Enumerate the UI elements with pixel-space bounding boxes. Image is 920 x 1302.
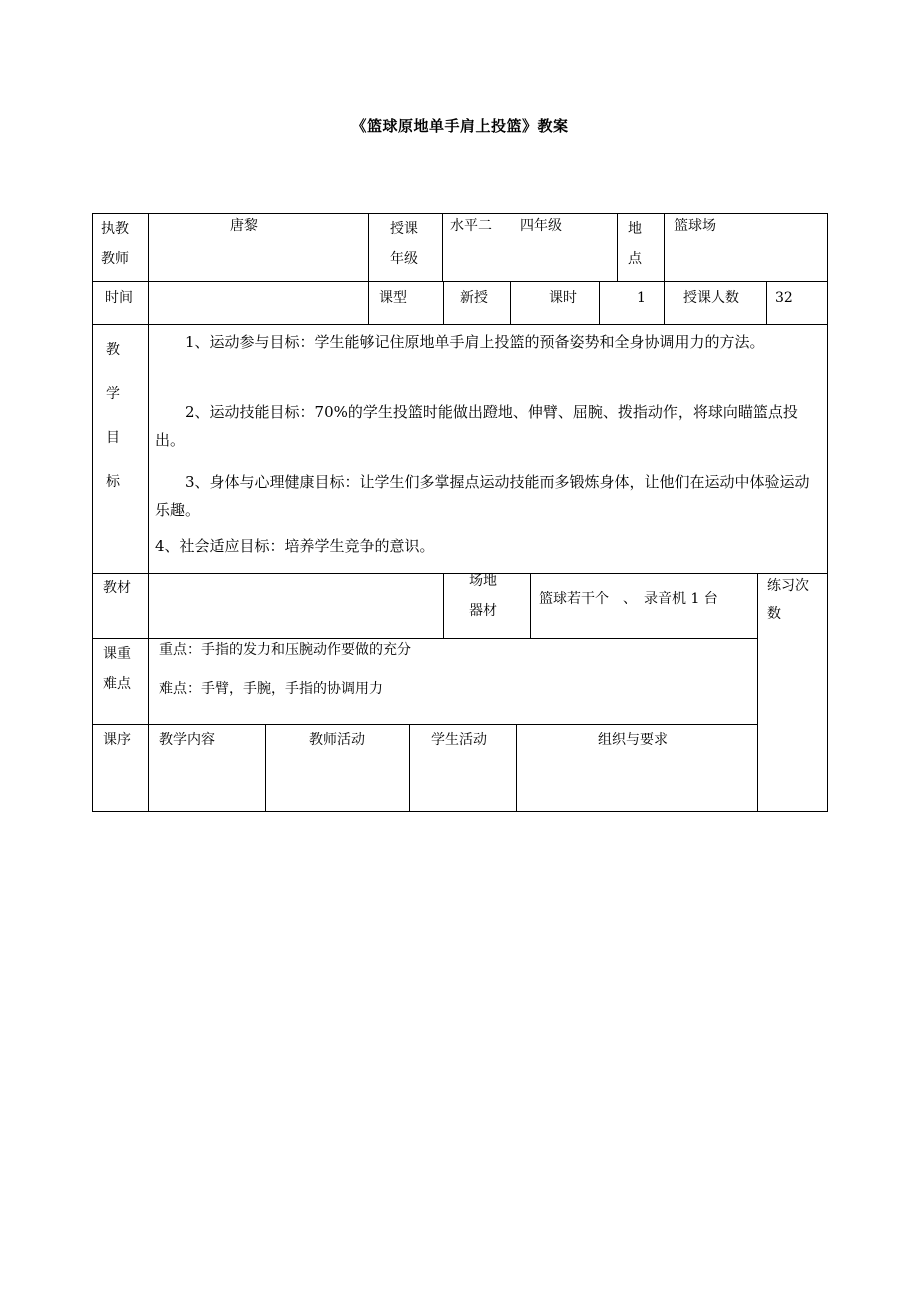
grade-value: 水平二 四年级 [450, 218, 562, 234]
col-divider [442, 214, 443, 281]
lesson-type-label: 课型 [379, 290, 407, 306]
place-label [628, 214, 642, 274]
col-divider [617, 214, 618, 281]
col-divider [510, 281, 511, 324]
student-count-value: 32 [775, 290, 793, 306]
teacher-name: 唐黎 [230, 218, 258, 234]
teaching-content-header: 教学内容 [159, 732, 215, 748]
grade-label-line2: 年级 [390, 251, 418, 267]
equipment-label-line2: 器材 [469, 603, 497, 619]
col-divider [599, 281, 600, 324]
grade-label [390, 214, 418, 274]
practice-count-label-line2: 数 [767, 606, 781, 622]
col-divider [265, 724, 266, 811]
col-divider [443, 573, 444, 638]
sequence-order-header: 课序 [103, 732, 131, 748]
objectives-label-char: 学 [106, 386, 120, 402]
lesson-hours-label: 课时 [549, 290, 577, 306]
materials-label: 教材 [103, 580, 131, 596]
objective-2: 2、运动技能目标：70%的学生投篮时能做出蹬地、伸臂、屈腕、拨指动作，将球向瞄篮点投出。 [155, 403, 798, 449]
grade-label-line1: 授课 [390, 221, 418, 237]
objectives-label [106, 328, 120, 504]
teacher-activity-header: 教师活动 [309, 732, 365, 748]
equipment-label [469, 566, 497, 626]
lesson-plan-table [92, 213, 828, 812]
objectives-label-char: 标 [106, 474, 120, 490]
col-divider [368, 214, 369, 324]
objective-1: 1、运动参与目标：学生能够记住原地单手肩上投篮的预备姿势和全身协调用力的方法。 [185, 333, 765, 351]
student-count-label: 授课人数 [683, 290, 739, 306]
key-points-label [103, 639, 131, 699]
lesson-type-value: 新授 [460, 290, 488, 306]
place-value: 篮球场 [674, 218, 716, 234]
col-divider [443, 281, 444, 324]
col-divider [766, 281, 767, 324]
col-divider [409, 724, 410, 811]
lesson-hours-value: 1 [637, 290, 646, 306]
practice-count-label-line1: 练习次 [767, 578, 809, 594]
organization-header: 组织与要求 [598, 732, 668, 748]
place-label-line1: 地 [628, 221, 642, 237]
teacher-label-line2: 教师 [101, 251, 129, 267]
col-divider [148, 214, 149, 811]
col-divider [757, 573, 758, 811]
objectives-label-char: 目 [106, 430, 120, 446]
student-activity-header: 学生活动 [431, 732, 487, 748]
equipment-value: 篮球若干个 、 录音机 1 台 [539, 591, 718, 607]
row-divider [93, 324, 827, 325]
col-divider [664, 214, 665, 324]
practice-count-label [767, 572, 809, 628]
key-focus: 重点：手指的发力和压腕动作要做的充分 [159, 642, 411, 658]
objective-3: 3、身体与心理健康目标：让学生们多掌握点运动技能而多锻炼身体，让他们在运动中体验运动乐趣。 [155, 473, 810, 519]
place-label-line2: 点 [628, 251, 642, 267]
teacher-label [101, 214, 129, 274]
page-title: 《篮球原地单手肩上投篮》教案 [351, 117, 569, 135]
key-points-label-line1: 课重 [103, 646, 131, 662]
teacher-label-line1: 执教 [101, 221, 129, 237]
row-divider [93, 573, 827, 574]
col-divider [530, 573, 531, 638]
key-points-label-line2: 难点 [103, 676, 131, 692]
col-divider [516, 724, 517, 811]
time-label: 时间 [105, 290, 133, 306]
objective-4: 4、社会适应目标：培养学生竞争的意识。 [155, 537, 435, 555]
key-difficulty: 难点：手臂，手腕，手指的协调用力 [159, 681, 383, 697]
equipment-label-line1: 场地 [469, 573, 497, 589]
objectives-label-char: 教 [106, 342, 120, 358]
